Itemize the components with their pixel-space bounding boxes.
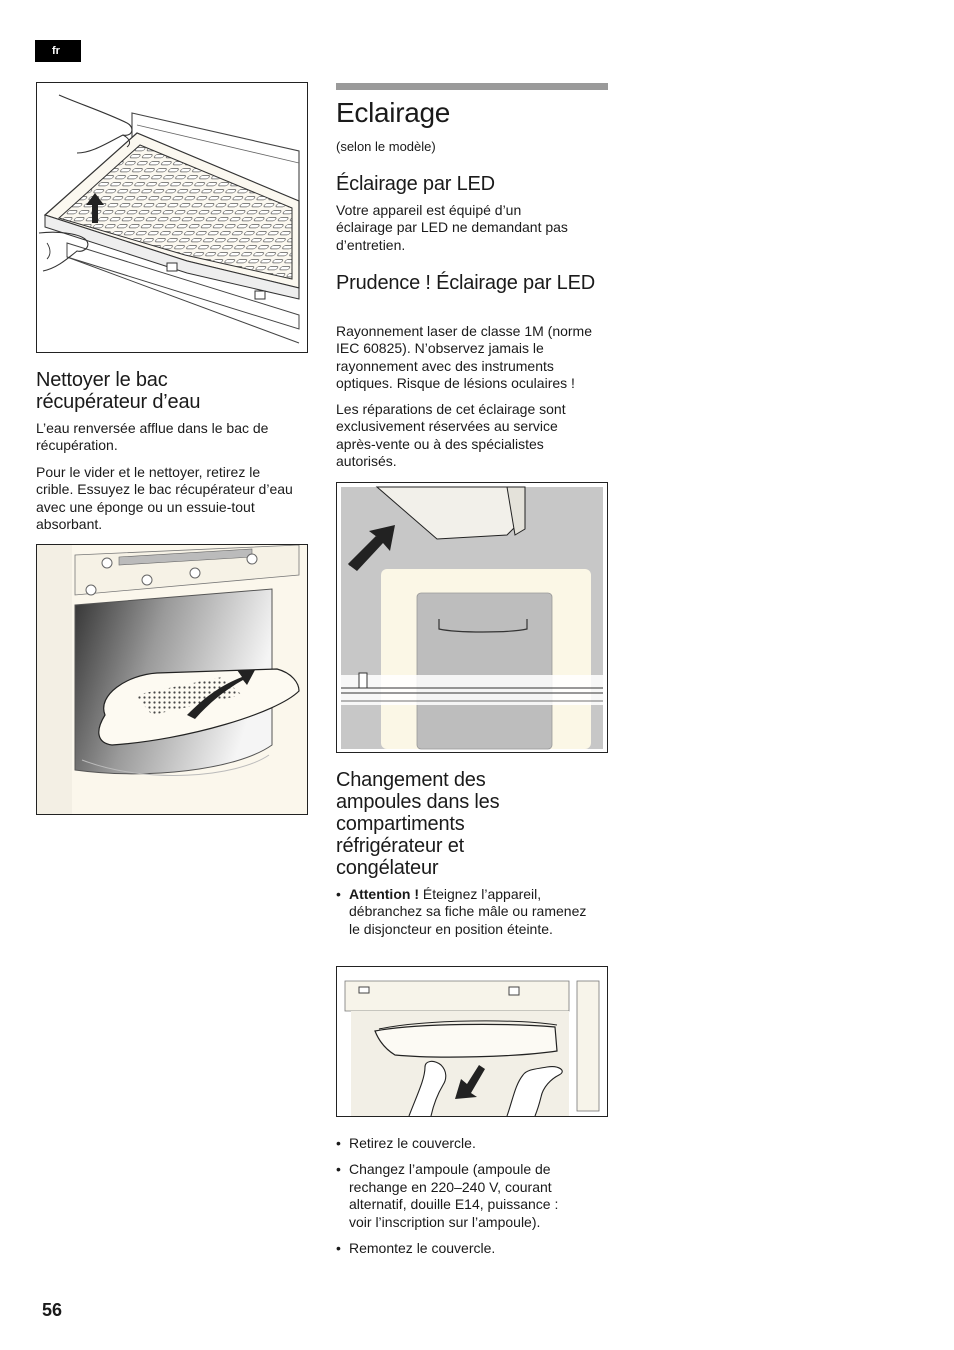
step-item: • Retirez le couvercle. <box>336 1135 598 1152</box>
bulbs-heading: Changement des ampoules dans les compartiments réfrigérateur et congélateur <box>336 769 500 879</box>
caution-heading: Prudence ! Éclairage par LED <box>336 272 595 294</box>
page-number: 56 <box>42 1300 63 1320</box>
drain-paragraph-2: Pour le vider et le nettoyer, retirez le crible. Essuyez le bac récupérateur d’eau avec une éponge ou un essuie-tout absorbant. <box>36 464 293 533</box>
attention-text: Éteignez l’appareil, débranchez sa fiche mâle ou ramenez le disjoncteur en position éteinte. <box>349 886 587 937</box>
attention-label: Attention ! <box>349 886 419 902</box>
caution-paragraph-2: Les réparations de cet éclairage sont exclusivement réservées au service après-vente ou à des spécialistes autorisés. <box>336 401 566 470</box>
attention-list <box>336 886 598 938</box>
figure-drip-tray-removal <box>36 82 308 353</box>
led-heading: Éclairage par LED <box>336 173 495 195</box>
step-item: • Remontez le couvercle. <box>336 1240 598 1257</box>
step-item: • Changez l’ampoule (ampoule de rechange en 220–240 V, courant alternatif, douille E14, puissance : voir l’inscription sur l’ampoule). <box>336 1161 574 1231</box>
language-tag: fr <box>35 40 81 62</box>
section-rule <box>336 83 608 90</box>
figure-led-location <box>336 482 608 753</box>
drain-heading: Nettoyer le bac récupérateur d’eau <box>36 369 201 413</box>
steps-list <box>336 1135 598 1257</box>
attention-item <box>336 886 598 938</box>
figure-water-tray <box>36 544 308 815</box>
section-subtitle: (selon le modèle) <box>336 139 436 154</box>
section-title: Eclairage <box>336 97 451 128</box>
drain-paragraph-1: L’eau renversée afflue dans le bac de récupération. <box>36 420 269 454</box>
caution-paragraph-1: Rayonnement laser de classe 1M (norme IEC 60825). N’observez jamais le rayonnement avec des instruments optiques. Risque de lésions oculaires ! <box>336 323 593 392</box>
led-paragraph: Votre appareil est équipé d’un éclairage par LED ne demandant pas d’entretien. <box>336 202 568 253</box>
figure-light-cover-removal <box>336 966 608 1117</box>
